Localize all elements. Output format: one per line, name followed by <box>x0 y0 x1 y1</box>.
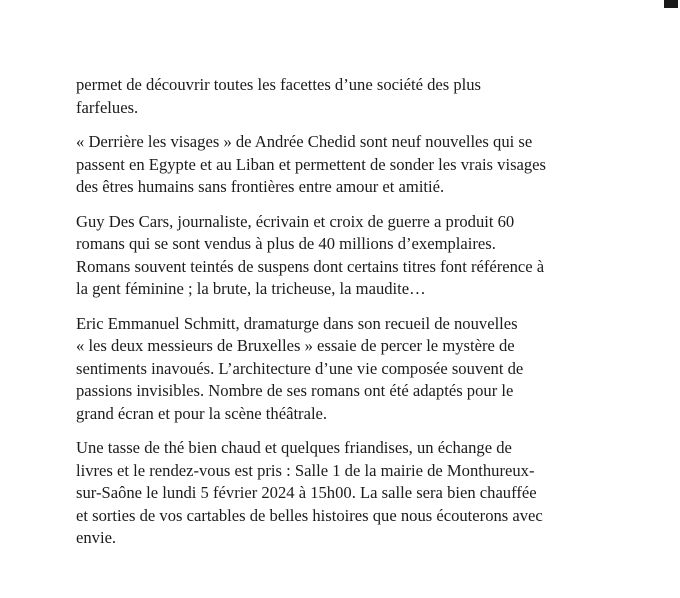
line: livres et le rendez-vous est pris : Salle 1 de la mairie de Monthureux- <box>76 460 535 480</box>
line: et sorties de vos cartables de belles histoires que nous écouterons avec <box>76 505 543 525</box>
document-body <box>76 74 596 562</box>
scan-corner-mark <box>664 0 678 8</box>
line: Une tasse de thé bien chaud et quelques friandises, un échange de <box>76 438 512 457</box>
line: Eric Emmanuel Schmitt, dramaturge dans son recueil de nouvelles <box>76 313 518 333</box>
line: passions invisibles. Nombre de ses romans ont été adaptés pour le <box>76 381 514 400</box>
line: permet de découvrir toutes les facettes d’une société des plus <box>76 75 482 94</box>
line: sentiments inavoués. L’architecture d’une vie composée souvent de <box>76 358 524 378</box>
line: romans qui se sont vendus à plus de 40 millions d’exemplaires. <box>76 234 496 253</box>
paragraph-3 <box>76 211 596 301</box>
line: grand écran et pour la scène théâtrale. <box>76 403 328 423</box>
line: Romans souvent teintés de suspens dont certains titres font référence à <box>76 256 545 276</box>
paragraph-2 <box>76 131 596 199</box>
paragraph-1 <box>76 74 596 119</box>
line: des êtres humains sans frontières entre amour et amitié. <box>76 177 445 196</box>
line: envie. <box>76 528 117 547</box>
line: sur-Saône le lundi 5 février 2024 à 15h00. La salle sera bien chauffée <box>76 483 537 502</box>
line: Guy Des Cars, journaliste, écrivain et croix de guerre a produit 60 <box>76 211 515 231</box>
line: « Derrière les visages » de Andrée Chedid sont neuf nouvelles qui se <box>76 132 533 151</box>
line: farfelues. <box>76 97 139 117</box>
line: passent en Egypte et au Liban et permettent de sonder les vrais visages <box>76 154 547 174</box>
line: la gent féminine ; la brute, la tricheuse, la maudite… <box>76 279 426 298</box>
paragraph-4 <box>76 313 596 426</box>
paragraph-5 <box>76 437 596 550</box>
line: « les deux messieurs de Bruxelles » essaie de percer le mystère de <box>76 336 515 355</box>
